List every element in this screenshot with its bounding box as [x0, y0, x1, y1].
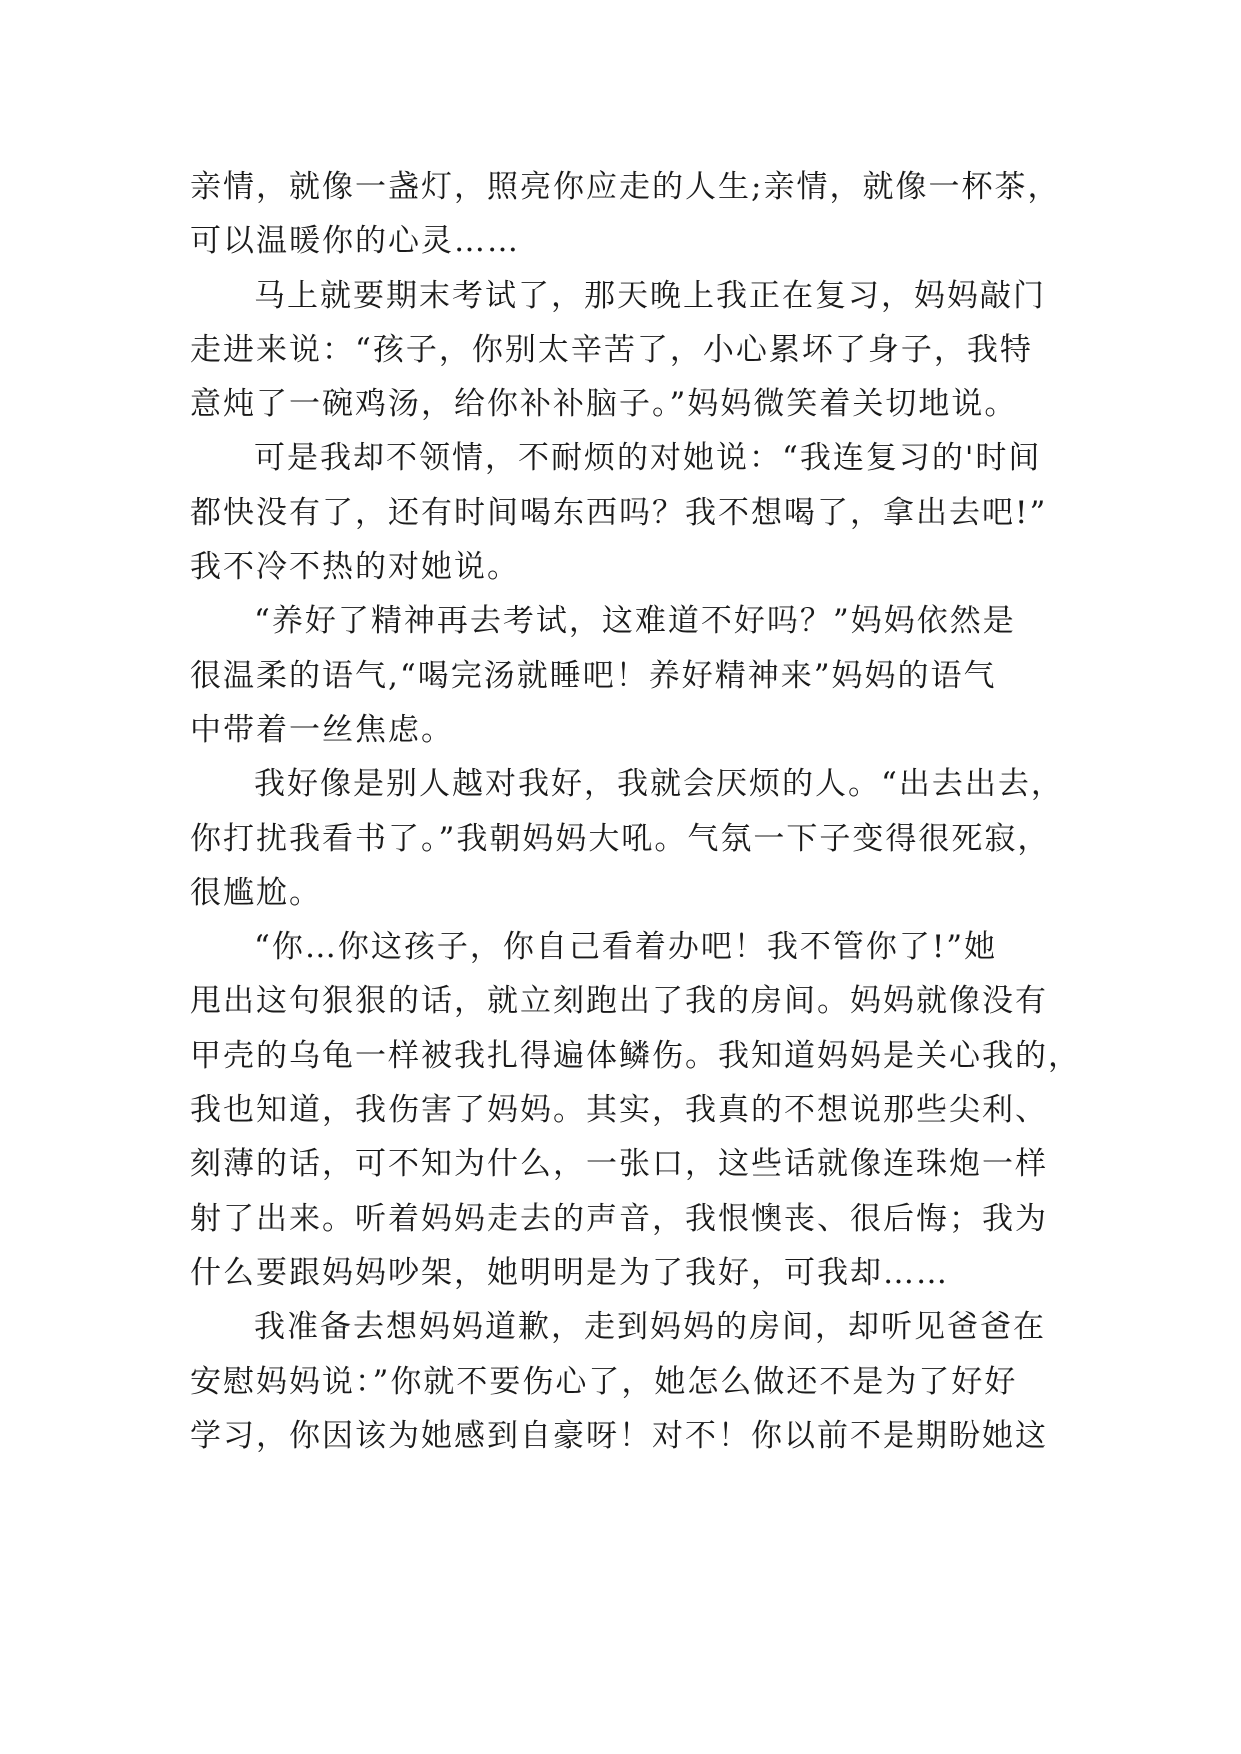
- text-line: 很尴尬。: [190, 874, 322, 911]
- text-line: 亲情，就像一盏灯，照亮你应走的人生;亲情，就像一杯茶，: [190, 169, 1061, 205]
- text-line: 中带着一丝焦虑。: [190, 711, 454, 748]
- text-line: 什么要跟妈妈吵架，她明明是为了我好，可我却……: [190, 1254, 949, 1291]
- text-line: 都快没有了，还有时间喝东西吗？我不想喝了，拿出去吧!”: [190, 494, 1048, 531]
- text-line: 我也知道，我伤害了妈妈。其实，我真的不想说那些尖利、: [190, 1092, 1048, 1129]
- text-line: 射了出来。听着妈妈走去的声音，我恨懊丧、很后悔；我为: [190, 1200, 1048, 1237]
- paragraph-first-line: 可是我却不领情，不耐烦的对她说：“我连复习的'时间: [254, 440, 1042, 477]
- text-line: 可以温暖你的心灵……: [190, 223, 520, 260]
- text-line: 意炖了一碗鸡汤，给你补补脑子。”妈妈微笑着关切地说。: [190, 386, 1018, 423]
- text-line: 安慰妈妈说：”你就不要伤心了，她怎么做还不是为了好好: [190, 1363, 1018, 1400]
- paragraph-first-line: “你…你这孩子，你自己看着办吧！我不管你了!”她: [254, 929, 998, 966]
- text-line: 学习，你因该为她感到自豪呀！对不！你以前不是期盼她这: [190, 1417, 1048, 1454]
- paragraph-first-line: 我好像是别人越对我好，我就会厌烦的人。“出去出去，: [254, 766, 1064, 803]
- text-line: 你打扰我看书了。”我朝妈妈大吼。气氛一下子变得很死寂，: [190, 820, 1051, 857]
- text-line: 甩出这句狠狠的话，就立刻跑出了我的房间。妈妈就像没有: [190, 983, 1048, 1020]
- paragraph-first-line: “养好了精神再去考试，这难道不好吗？”妈妈依然是: [254, 603, 1016, 640]
- text-line: 走进来说：“孩子，你别太辛苦了，小心累坏了身子，我特: [190, 331, 1033, 368]
- body-text: [190, 160, 1090, 1463]
- paragraph-first-line: 我准备去想妈妈道歉，走到妈妈的房间，却听见爸爸在: [254, 1309, 1046, 1346]
- text-line: 刻薄的话，可不知为什么，一张口，这些话就像连珠炮一样: [190, 1146, 1048, 1183]
- paragraph-first-line: 马上就要期末考试了，那天晚上我正在复习，妈妈敲门: [254, 277, 1046, 314]
- text-line: 很温柔的语气,“喝完汤就睡吧！养好精神来”妈妈的语气: [190, 657, 997, 694]
- text-line: 我不冷不热的对她说。: [190, 549, 520, 586]
- text-line: 甲壳的乌龟一样被我扎得遍体鳞伤。我知道妈妈是关心我的，: [190, 1037, 1081, 1074]
